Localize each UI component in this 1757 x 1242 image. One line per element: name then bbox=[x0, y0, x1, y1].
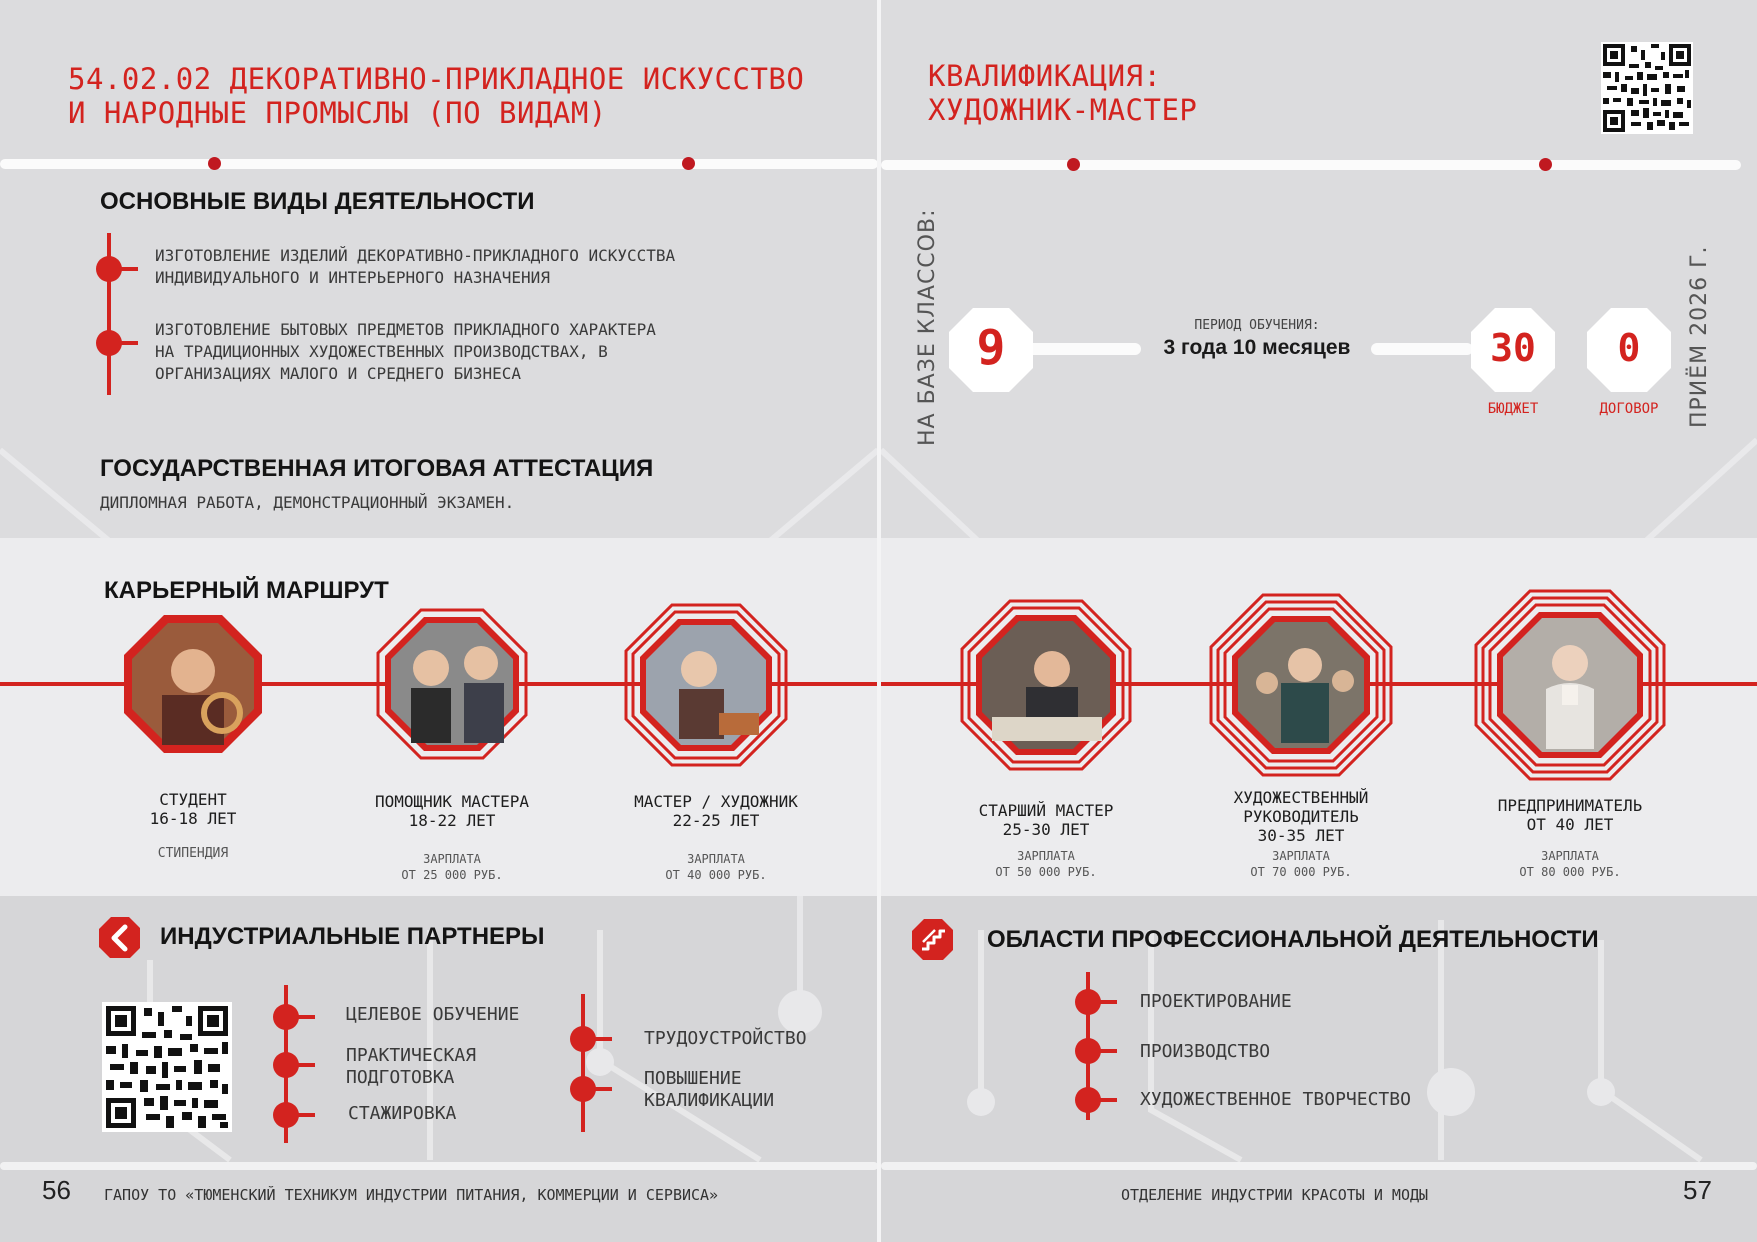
bullet-dash bbox=[297, 1063, 315, 1067]
bullet-dash bbox=[1099, 1000, 1117, 1004]
footer-department: ОТДЕЛЕНИЕ ИНДУСТРИИ КРАСОТЫ И МОДЫ bbox=[1121, 1186, 1429, 1204]
divider-dot bbox=[208, 157, 221, 170]
career-role: СТУДЕНТ 16-18 ЛЕТ bbox=[149, 790, 237, 828]
career-photo-assistant bbox=[376, 608, 528, 760]
partners-vertical-line-2 bbox=[581, 994, 585, 1132]
qualification-title-line2: ХУДОЖНИК-МАСТЕР bbox=[928, 93, 1198, 127]
career-role: СТАРШИЙ МАСТЕР 25-30 ЛЕТ bbox=[978, 801, 1114, 839]
divider-dot bbox=[1539, 158, 1552, 171]
footer-line bbox=[0, 1162, 878, 1170]
qr-code-icon bbox=[1601, 42, 1693, 134]
bullet-dot bbox=[570, 1076, 596, 1102]
bullet-dot bbox=[273, 1004, 299, 1030]
qualification-title-line1: КВАЛИФИКАЦИЯ: bbox=[928, 59, 1162, 93]
stairs-icon bbox=[911, 918, 953, 960]
partner-item: СТАЖИРОВКА bbox=[348, 1103, 457, 1124]
bullet-dash bbox=[594, 1037, 612, 1041]
partner-item: ПРАКТИЧЕСКАЯ ПОДГОТОВКА bbox=[346, 1045, 477, 1088]
bullet-dot bbox=[1075, 1087, 1101, 1113]
career-role: МАСТЕР / ХУДОЖНИК 22-25 ЛЕТ bbox=[634, 792, 798, 830]
budget-value: 30 bbox=[1490, 326, 1536, 370]
bullet-dash bbox=[120, 341, 138, 345]
page-number: 57 bbox=[1683, 1175, 1712, 1205]
career-role: ПРЕДПРИНИМАТЕЛЬ ОТ 40 ЛЕТ bbox=[1497, 796, 1643, 834]
qr-code-icon bbox=[102, 1002, 232, 1132]
career-role: ПОМОЩНИК МАСТЕРА 18-22 ЛЕТ bbox=[374, 792, 530, 830]
area-item: ПРОИЗВОДСТВО bbox=[1140, 1041, 1271, 1062]
partners-heading: ИНДУСТРИАЛЬНЫЕ ПАРТНЕРЫ bbox=[160, 923, 545, 950]
left-page bbox=[0, 0, 878, 1242]
bullet-dot bbox=[1075, 1038, 1101, 1064]
career-pay: ЗАРПЛАТА ОТ 80 000 РУБ. bbox=[1519, 849, 1621, 879]
activity-item: ИЗГОТОВЛЕНИЕ ИЗДЕЛИЙ ДЕКОРАТИВНО-ПРИКЛАДНОГО ИСКУССТВА ИНДИВИДУАЛЬНОГО И ИНТЕРЬЕРНОГО НАЗНАЧЕНИЯ bbox=[155, 246, 676, 287]
career-pay: ЗАРПЛАТА ОТ 40 000 РУБ. bbox=[665, 852, 767, 882]
career-photo-entrepreneur bbox=[1474, 589, 1666, 781]
base-classes-value: 9 bbox=[976, 320, 1006, 376]
connector-line bbox=[1371, 343, 1473, 355]
partner-item: ТРУДОУСТРОЙСТВО bbox=[644, 1028, 807, 1049]
bullet-dot bbox=[570, 1026, 596, 1052]
left-title-line2: И НАРОДНЫЕ ПРОМЫСЛЫ (ПО ВИДАМ) bbox=[68, 96, 607, 130]
partner-item: ЦЕЛЕВОЕ ОБУЧЕНИЕ bbox=[346, 1004, 520, 1025]
bullet-dot bbox=[273, 1052, 299, 1078]
bullet-dash bbox=[1099, 1049, 1117, 1053]
bullet-dot bbox=[1075, 989, 1101, 1015]
right-page bbox=[881, 0, 1757, 1242]
activity-item: ИЗГОТОВЛЕНИЕ БЫТОВЫХ ПРЕДМЕТОВ ПРИКЛАДНОГО ХАРАКТЕРА НА ТРАДИЦИОННЫХ ХУДОЖЕСТВЕННЫХ ПРОИЗВОДСТВАХ, В ОРГАНИЗАЦИЯХ МАЛОГО И СРЕДНЕГО БИЗНЕСА bbox=[155, 320, 656, 383]
bullet-dash bbox=[120, 267, 138, 271]
footer-institution: ГАПОУ ТО «ТЮМЕНСКИЙ ТЕХНИКУМ ИНДУСТРИИ ПИТАНИЯ, КОММЕРЦИИ И СЕРВИСА» bbox=[104, 1186, 719, 1204]
bullet-dot bbox=[96, 330, 122, 356]
connector-line bbox=[1021, 343, 1141, 355]
area-item: ХУДОЖЕСТВЕННОЕ ТВОРЧЕСТВО bbox=[1140, 1089, 1411, 1110]
bullet-dash bbox=[297, 1113, 315, 1117]
chevron-left-icon bbox=[98, 916, 140, 958]
career-photo-senior-master bbox=[960, 599, 1132, 771]
admission-label: ПРИЁМ 2026 Г. bbox=[1687, 245, 1712, 428]
left-title-line1: 54.02.02 ДЕКОРАТИВНО-ПРИКЛАДНОЕ ИСКУССТВО bbox=[68, 62, 805, 96]
period-value: 3 года 10 месяцев bbox=[1163, 336, 1351, 359]
bullet-dash bbox=[297, 1015, 315, 1019]
attestation-text: ДИПЛОМНАЯ РАБОТА, ДЕМОНСТРАЦИОННЫЙ ЭКЗАМЕН. bbox=[100, 493, 515, 512]
divider-dot bbox=[1067, 158, 1080, 171]
contract-label: ДОГОВОР bbox=[1599, 401, 1659, 417]
divider-line bbox=[881, 160, 1741, 170]
attestation-heading: ГОСУДАРСТВЕННАЯ ИТОГОВАЯ АТТЕСТАЦИЯ bbox=[100, 455, 654, 482]
career-role: ХУДОЖЕСТВЕННЫЙ РУКОВОДИТЕЛЬ 30-35 ЛЕТ bbox=[1233, 788, 1369, 845]
career-photo-master bbox=[624, 603, 788, 767]
career-photo-art-director bbox=[1209, 593, 1393, 777]
career-pay: ЗАРПЛАТА ОТ 70 000 РУБ. bbox=[1250, 849, 1352, 879]
partner-item: ПОВЫШЕНИЕ КВАЛИФИКАЦИИ bbox=[644, 1068, 775, 1111]
career-pay: ЗАРПЛАТА ОТ 50 000 РУБ. bbox=[995, 849, 1097, 879]
areas-heading: ОБЛАСТИ ПРОФЕССИОНАЛЬНОЙ ДЕЯТЕЛЬНОСТИ bbox=[987, 926, 1599, 953]
base-classes-label: НА БАЗЕ КЛАССОВ: bbox=[915, 208, 940, 446]
footer-line bbox=[881, 1162, 1757, 1170]
divider-dot bbox=[682, 157, 695, 170]
area-item: ПРОЕКТИРОВАНИЕ bbox=[1140, 991, 1292, 1012]
activities-heading: ОСНОВНЫЕ ВИДЫ ДЕЯТЕЛЬНОСТИ bbox=[100, 188, 535, 215]
page-number: 56 bbox=[42, 1175, 71, 1205]
budget-label: БЮДЖЕТ bbox=[1487, 401, 1539, 417]
period-label: ПЕРИОД ОБУЧЕНИЯ: bbox=[1194, 318, 1320, 333]
career-heading: КАРЬЕРНЫЙ МАРШРУТ bbox=[104, 577, 389, 604]
bullet-dot bbox=[96, 256, 122, 282]
bullet-dash bbox=[594, 1087, 612, 1091]
career-photo-student bbox=[122, 613, 264, 755]
contract-value: 0 bbox=[1617, 326, 1641, 370]
career-pay-label: СТИПЕНДИЯ bbox=[157, 846, 229, 861]
career-pay: ЗАРПЛАТА ОТ 25 000 РУБ. bbox=[401, 852, 503, 882]
divider-line bbox=[0, 159, 878, 169]
bullet-dash bbox=[1099, 1098, 1117, 1102]
bullet-dot bbox=[273, 1102, 299, 1128]
